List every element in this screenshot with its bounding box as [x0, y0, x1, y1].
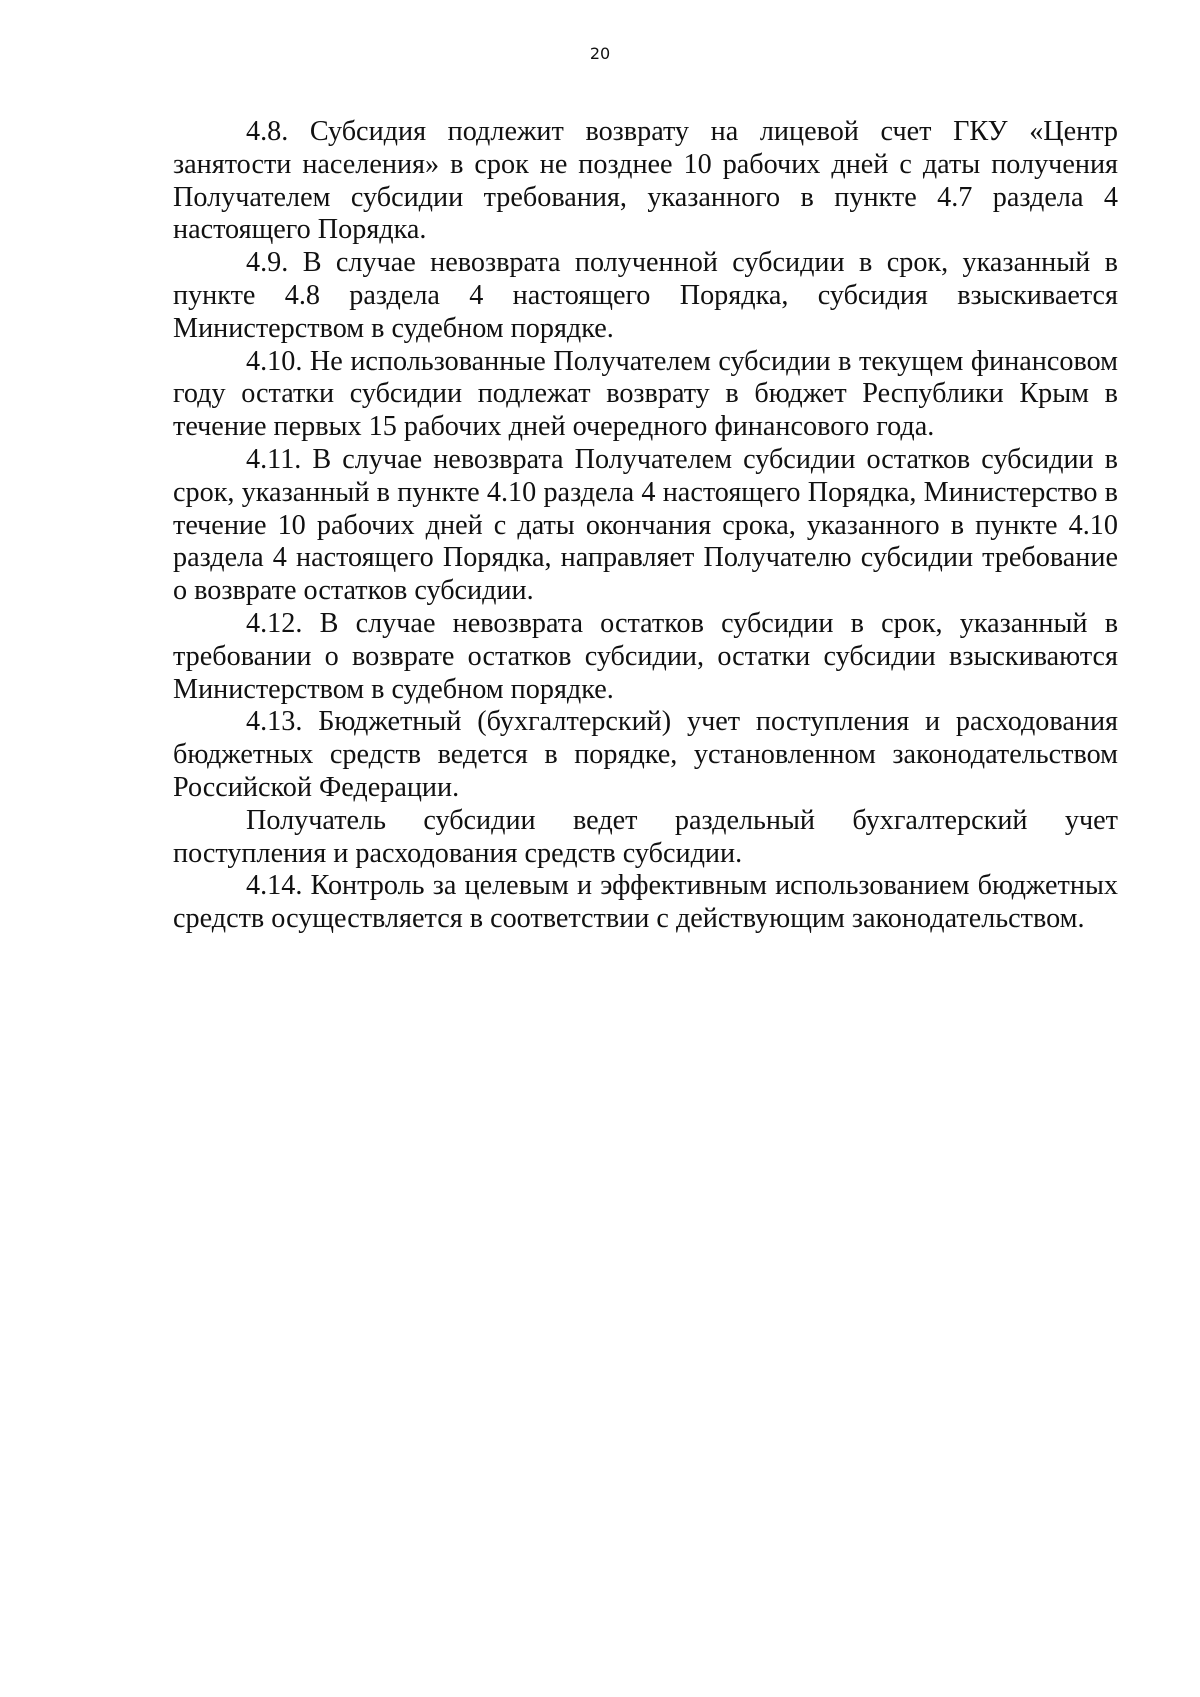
- page-number: 20: [589, 44, 611, 63]
- paragraph-4-9: 4.9. В случае невозврата полученной субсидии в срок, указанный в пункте 4.8 раздела 4 настоящего Порядка, субсидия взыскивается Министерством в судебном порядке.: [173, 247, 1118, 344]
- document-body: [173, 116, 1118, 936]
- paragraph-4-10: 4.10. Не использованные Получателем субсидии в текущем финансовом году остатки субсидии подлежат возврату в бюджет Республики Крым в течение первых 15 рабочих дней очередного финансового года.: [173, 345, 1118, 443]
- paragraph-4-13: 4.13. Бюджетный (бухгалтерский) учет поступления и расходования бюджетных средств ведется в порядке, установленном законодательством Российской Федерации.: [173, 706, 1118, 803]
- paragraph-4-11: 4.11. В случае невозврата Получателем субсидии остатков субсидии в срок, указанный в пункте 4.10 раздела 4 настоящего Порядка, Министерство в течение 10 рабочих дней с даты окончания срока, указанного в пункте 4.10 раздела 4 настоящего Порядка, направляет Получателю субсидии требование о возврате остатков субсидии.: [173, 443, 1118, 607]
- paragraph-4-14: 4.14. Контроль за целевым и эффективным использованием бюджетных средств осуществляется в соответствии с действующим законодательством.: [173, 870, 1118, 935]
- paragraph-4-13-continued: Получатель субсидии ведет раздельный бухгалтерский учет поступления и расходования средств субсидии.: [173, 804, 1118, 869]
- paragraph-4-8: 4.8. Субсидия подлежит возврату на лицевой счет ГКУ «Центр занятости населения» в срок не позднее 10 рабочих дней с даты получения Получателем субсидии требования, указанного в пункте 4.7 раздела 4 настоящего Порядка.: [173, 116, 1118, 246]
- paragraph-4-12: 4.12. В случае невозврата остатков субсидии в срок, указанный в требовании о возврате остатков субсидии, остатки субсидии взыскиваются Министерством в судебном порядке.: [173, 607, 1118, 705]
